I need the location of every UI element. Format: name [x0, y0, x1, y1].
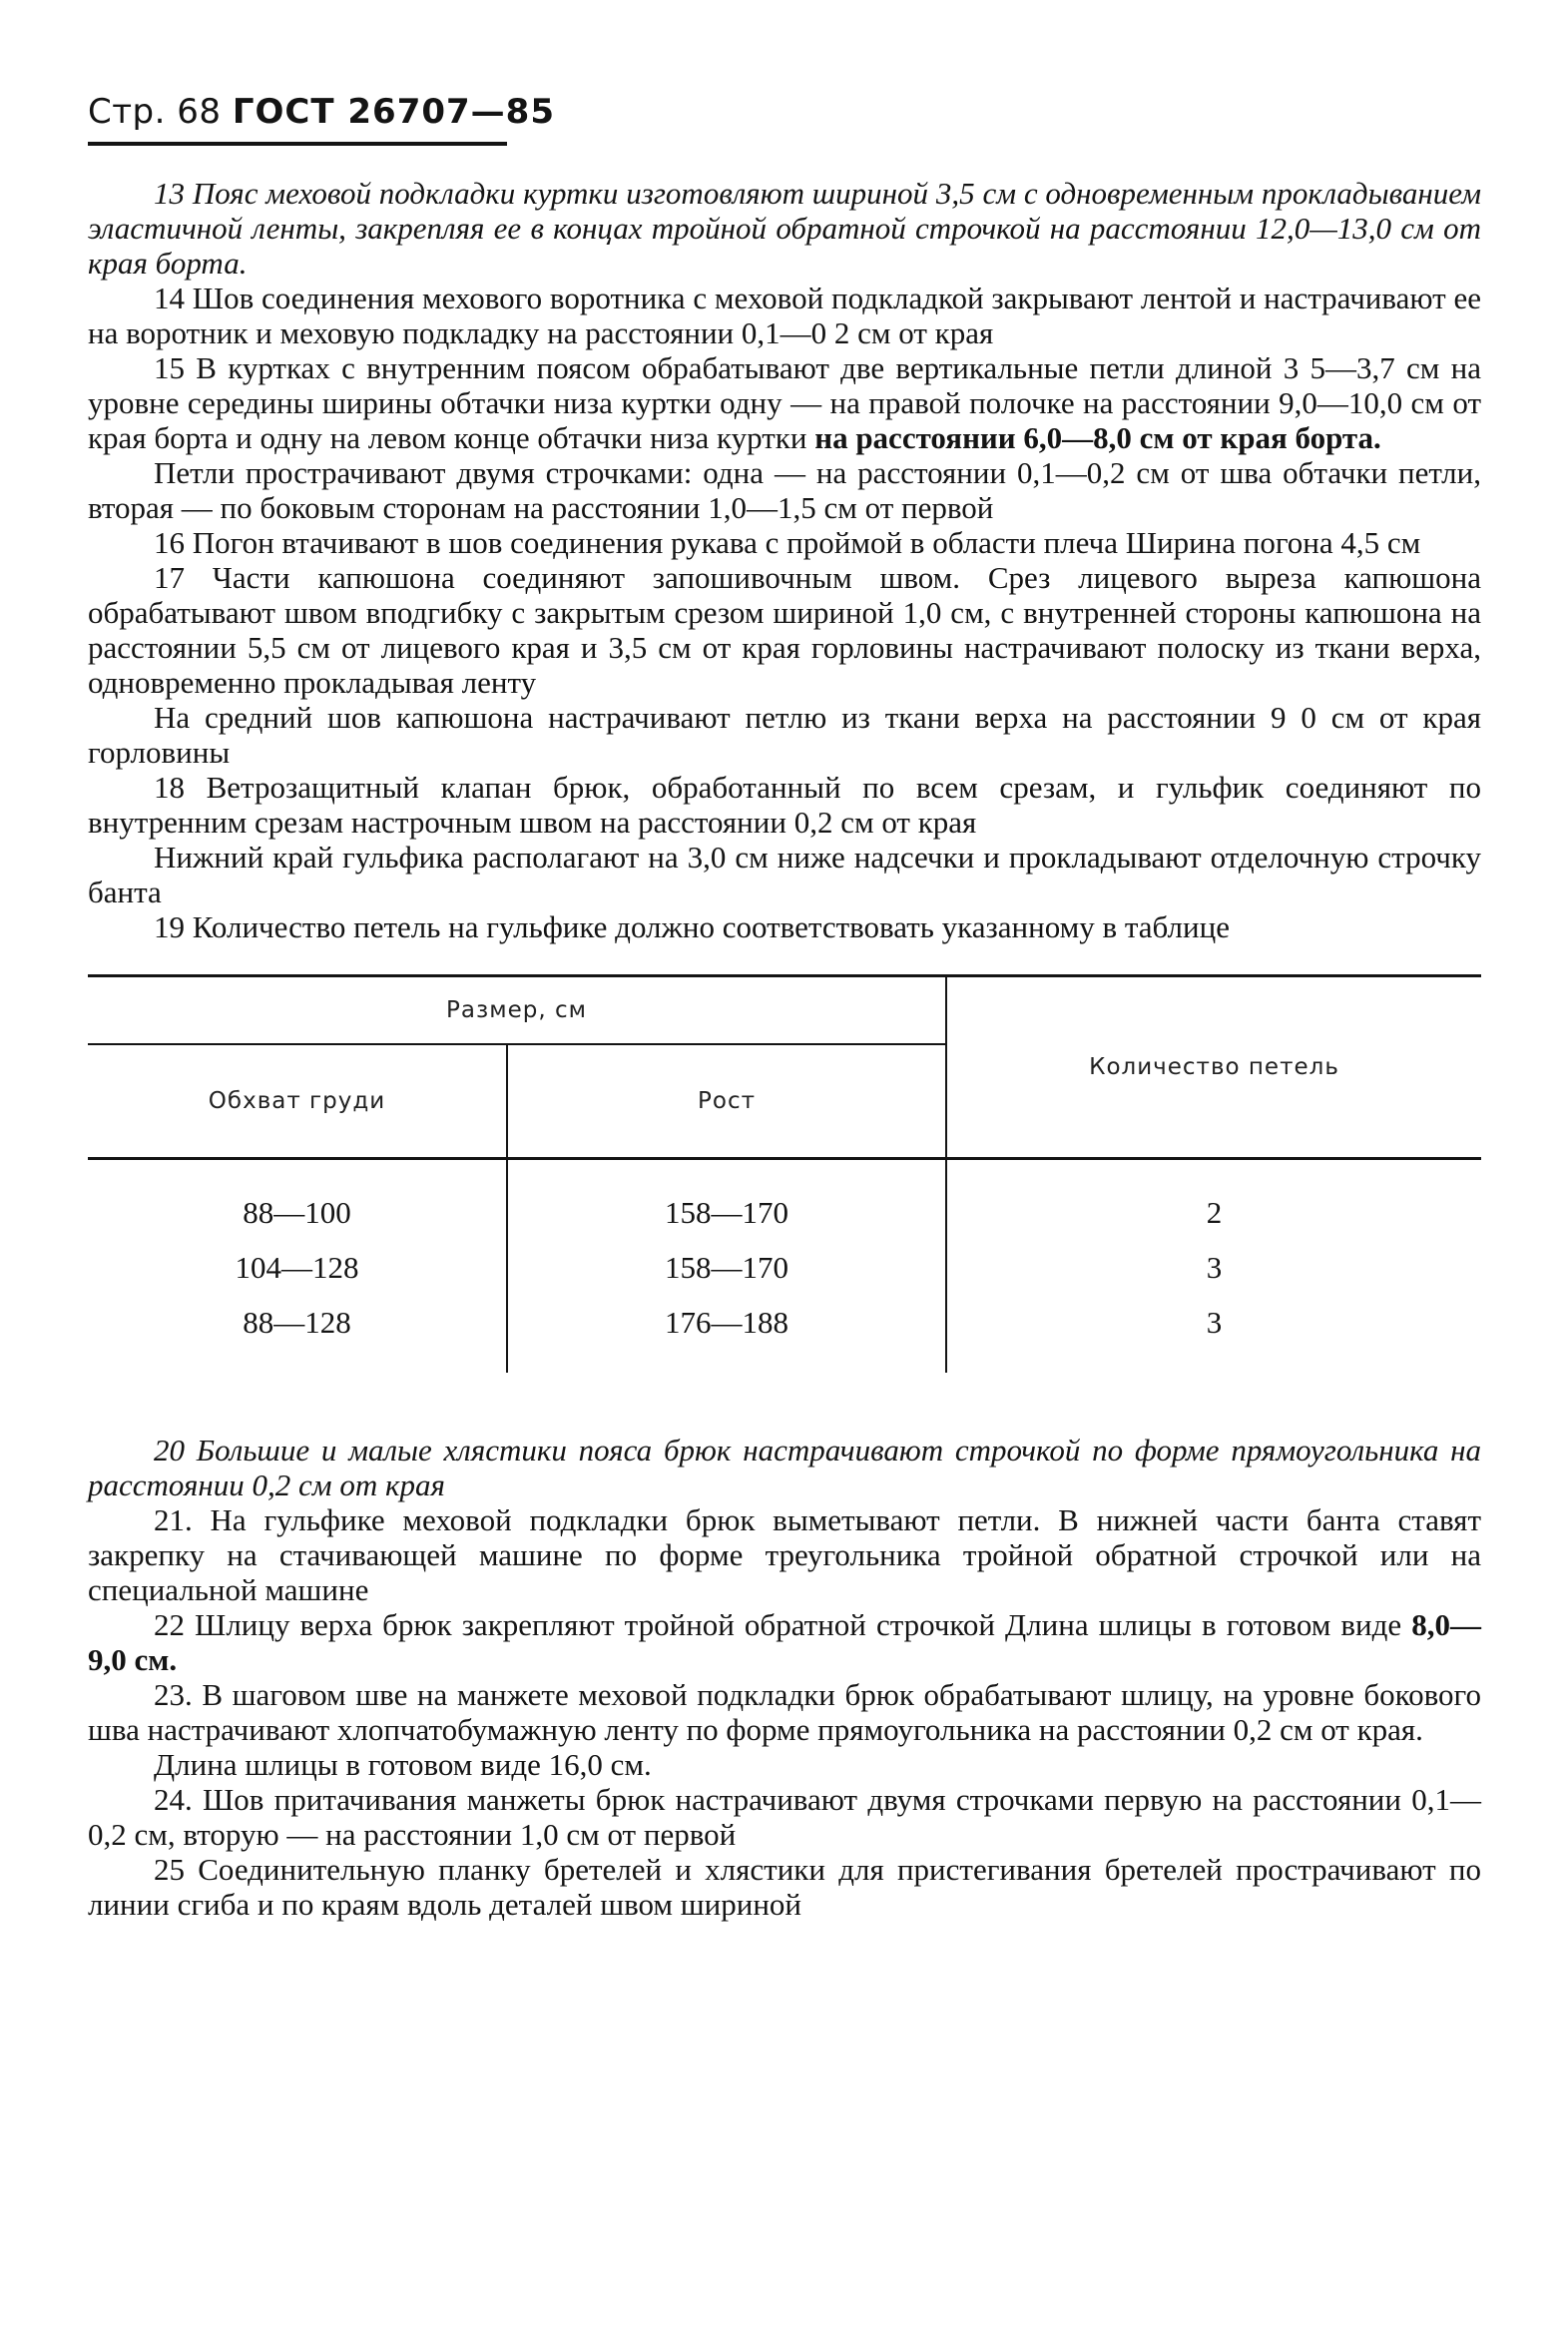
height-cell: 158—170 — [507, 1159, 946, 1241]
paragraph-25: 25 Соединительную планку бретелей и хлястики для пристегивания бретелей прострачивают по линии сгиба и по краям вдоль деталей швом шириной — [88, 1852, 1481, 1922]
height-cell: 158—170 — [507, 1240, 946, 1295]
page-number: Стр. 68 — [88, 92, 222, 132]
paragraph-19: 19 Количество петель на гульфике должно соответствовать указанному в таблице — [154, 909, 1230, 944]
table-row — [88, 1295, 1481, 1373]
paragraph-22-text: 22 Шлицу верха брюк закрепляют тройной обратной строчкой Длина шлицы в готовом виде — [154, 1607, 1412, 1642]
chest-header: Обхват груди — [88, 1044, 507, 1159]
chest-cell: 88—128 — [243, 1305, 351, 1340]
paragraph-15-bold: на расстоянии 6,0—8,0 см от края борта. — [814, 420, 1381, 455]
standard-code: ГОСТ 26707—85 — [232, 92, 555, 132]
chest-cell: 104—128 — [235, 1250, 359, 1285]
table-row — [88, 1159, 1481, 1241]
paragraph-20: 20 Большие и малые хлястики пояса брюк настрачивают строчкой по форме прямоугольника на расстоянии 0,2 см от края — [88, 1433, 1481, 1502]
paragraph-15 — [88, 350, 1481, 455]
header-rule — [88, 142, 507, 146]
paragraph-22-bold: 8,0—9,0 см. — [88, 1607, 1481, 1677]
height-cell: 176—188 — [507, 1295, 946, 1373]
paragraph-15-loops: Петли прострачивают двумя строчками: одна — на расстоянии 0,1—0,2 см от шва обтачки петли, вторая — по боковым сторонам на расстоянии 1,0—1,5 см от первой — [88, 455, 1481, 525]
document-body — [88, 176, 1481, 1922]
paragraph-18-edge: Нижний край гульфика располагают на 3,0 см ниже надсечки и прокладывают отделочную строчку банта — [88, 840, 1481, 909]
paragraph-23-length: Длина шлицы в готовом виде 16,0 см. — [154, 1747, 652, 1782]
height-header: Рост — [507, 1044, 946, 1159]
size-header: Размер, см — [88, 976, 946, 1045]
paragraph-21: 21. На гульфике меховой подкладки брюк выметывают петли. В нижней части банта ставят закрепку на стачивающей машине по форме треугольника тройной обратной строчкой или на специальной машине — [88, 1502, 1481, 1607]
count-cell: 3 — [946, 1240, 1481, 1295]
paragraph-23: 23. В шаговом шве на манжете меховой подкладки брюк обрабатывают шлицу, на уровне бокового шва настрачивают хлопчатобумажную ленту по форме прямоугольника на расстоянии 0,2 см от края. — [88, 1677, 1481, 1747]
paragraph-13: 13 Пояс меховой подкладки куртки изготовляют шириной 3,5 см с одновременным прокладыванием эластичной ленты, закрепляя ее в концах тройной обратной строчкой на расстоянии 12,0—13,0 см от края борта. — [88, 176, 1481, 281]
paragraph-22 — [88, 1607, 1481, 1677]
chest-cell: 88—100 — [243, 1195, 351, 1230]
page-header — [88, 92, 555, 132]
paragraph-15-text: 15 В куртках с внутренним поясом обрабатывают две вертикальные петли длиной 3 5—3,7 см на уровне середины ширины обтачки низа куртки одну — на правой полочке на расстоянии 9,0—10,0 см от края борта и одну на левом конце обтачки низа куртки — [88, 350, 1481, 455]
paragraph-18: 18 Ветрозащитный клапан брюк, обработанный по всем срезам, и гульфик соединяют по внутренним срезам настрочным швом на расстоянии 0,2 см от края — [88, 770, 1481, 840]
count-cell: 2 — [946, 1159, 1481, 1241]
paragraph-16: 16 Погон втачивают в шов соединения рукава с проймой в области плеча Ширина погона 4,5 см — [154, 525, 1421, 560]
paragraph-24: 24. Шов притачивания манжеты брюк настрачивают двумя строчками первую на расстоянии 0,1—0,2 см, вторую — на расстоянии 1,0 см от первой — [88, 1782, 1481, 1852]
count-header: Количество петель — [946, 976, 1481, 1159]
count-cell: 3 — [946, 1295, 1481, 1373]
paragraph-14: 14 Шов соединения мехового воротника с меховой подкладкой закрывают лентой и настрачивают ее на воротник и меховую подкладку на расстоянии 0,1—0 2 см от края — [88, 281, 1481, 350]
paragraph-17: 17 Части капюшона соединяют запошивочным швом. Срез лицевого выреза капюшона обрабатывают швом вподгибку с закрытым срезом шириной 1,0 см, с внутренней стороны капюшона на расстоянии 5,5 см от лицевого края и 3,5 см от края горловины настрачивают полоску из ткани верха, одновременно прокладывая ленту — [88, 560, 1481, 700]
table-row — [88, 1240, 1481, 1295]
paragraph-17-loop: На средний шов капюшона настрачивают петлю из ткани верха на расстоянии 9 0 см от края горловины — [88, 700, 1481, 770]
loops-table — [88, 974, 1481, 1373]
